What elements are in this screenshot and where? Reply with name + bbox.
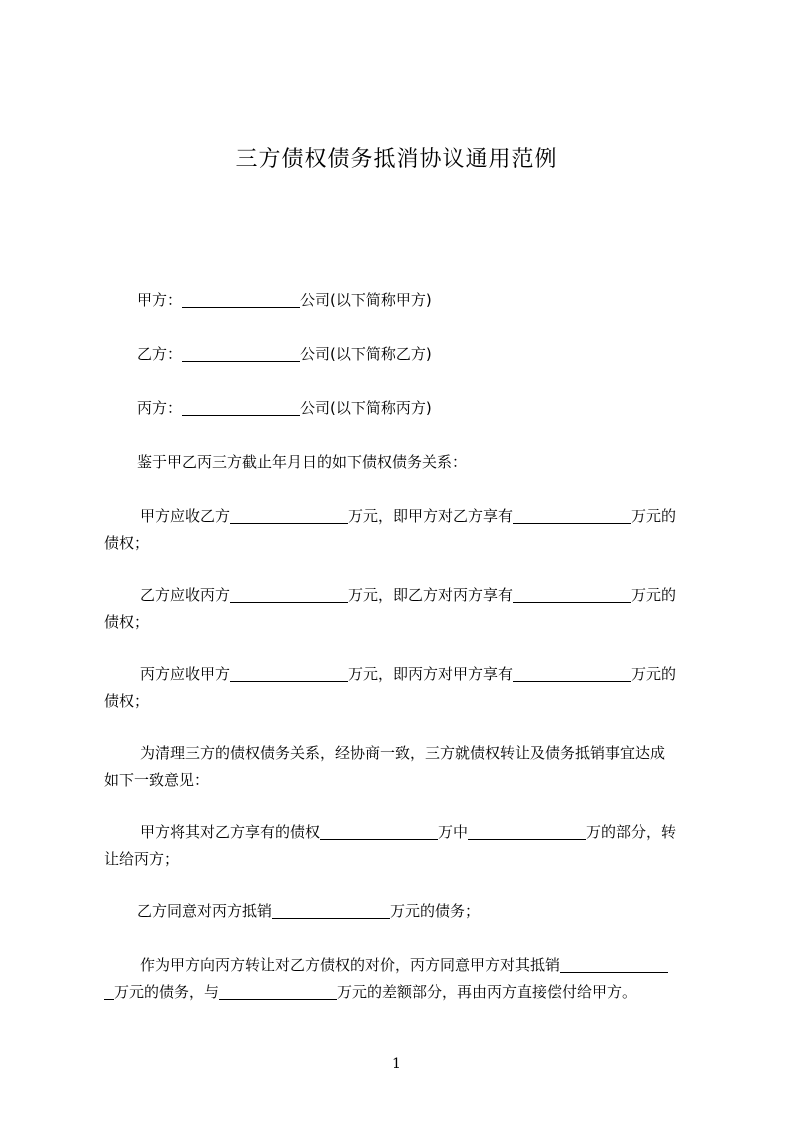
relation-1-text-b: 万元，即甲方对乙方享有 [348, 507, 514, 525]
clause-3-blank-1 [560, 954, 668, 973]
party-c-suffix: 公司(以下简称丙方) [300, 399, 432, 417]
clause-3-line-2 [104, 975, 637, 1009]
clause-2-line [137, 894, 480, 928]
relation-1-line-1 [140, 499, 676, 533]
clause-1-text-a: 甲方将其对乙方享有的债权 [140, 823, 321, 841]
clause-3-text-c: 万元的差额部分，再由丙方直接偿付给甲方。 [337, 983, 638, 1001]
relation-2-blank-1 [230, 584, 348, 603]
clause-3-text-b: 万元的债务，与 [114, 983, 220, 1001]
clause-1-line-2: 让给丙方； [104, 850, 180, 868]
relation-3-text-b: 万元，即丙方对甲方享有 [348, 665, 514, 683]
party-b-suffix: 公司(以下简称乙方) [300, 345, 432, 363]
party-a-label: 甲方： [137, 291, 183, 309]
clause-2-text-b: 万元的债务； [390, 902, 481, 920]
clause-1-text-c: 万的部分，转 [586, 823, 677, 841]
clause-3-text-a: 作为甲方向丙方转让对乙方债权的对价，丙方同意甲方对其抵销 [140, 956, 561, 974]
party-a-name-blank [182, 289, 300, 308]
relation-1-blank-1 [230, 505, 348, 524]
clause-3-blank-2 [219, 981, 337, 1000]
document-title: 三方债权债务抵消协议通用范例 [235, 147, 558, 172]
agreement-line-1: 为清理三方的债权债务关系，经协商一致，三方就债权转让及债务抵销事宜达成 [140, 744, 666, 762]
page-number: 1 [392, 1056, 401, 1072]
party-c-name-blank [182, 397, 300, 416]
clause-2-blank [272, 900, 390, 919]
relation-1-blank-2 [513, 505, 631, 524]
clause-2-text-a: 乙方同意对丙方抵销 [137, 902, 273, 920]
relation-3-blank-1 [230, 663, 348, 682]
relation-3-text-c: 万元的 [631, 665, 677, 683]
clause-1-blank-2 [468, 821, 586, 840]
relation-1-text-a: 甲方应收乙方 [140, 507, 231, 525]
relation-2-text-a: 乙方应收丙方 [140, 586, 231, 604]
relation-1-text-c: 万元的 [631, 507, 677, 525]
relation-3-line-2: 债权； [104, 692, 150, 710]
relation-3-line-1 [140, 657, 676, 691]
relation-2-text-c: 万元的 [631, 586, 677, 604]
relation-2-line-1 [140, 578, 676, 612]
party-b-line [137, 337, 432, 371]
party-c-line [137, 391, 432, 425]
clause-1-text-b: 万中 [438, 823, 469, 841]
relation-3-text-a: 丙方应收甲方 [140, 665, 231, 683]
relation-2-text-b: 万元，即乙方对丙方享有 [348, 586, 514, 604]
relation-3-blank-2 [513, 663, 631, 682]
agreement-line-2: 如下一致意见： [104, 771, 210, 789]
party-b-label: 乙方： [137, 345, 183, 363]
relation-2-blank-2 [513, 584, 631, 603]
party-b-name-blank [182, 343, 300, 362]
intro-paragraph: 鉴于甲乙丙三方截止年月日的如下债权债务关系： [137, 453, 468, 471]
clause-1-line-1 [140, 815, 676, 849]
relation-2-line-2: 债权； [104, 613, 150, 631]
relation-1-line-2: 债权； [104, 534, 150, 552]
clause-1-blank-1 [320, 821, 438, 840]
clause-3-blank-1-continued [104, 981, 114, 1000]
party-a-line [137, 283, 432, 317]
party-c-label: 丙方： [137, 399, 183, 417]
party-a-suffix: 公司(以下简称甲方) [300, 291, 432, 309]
